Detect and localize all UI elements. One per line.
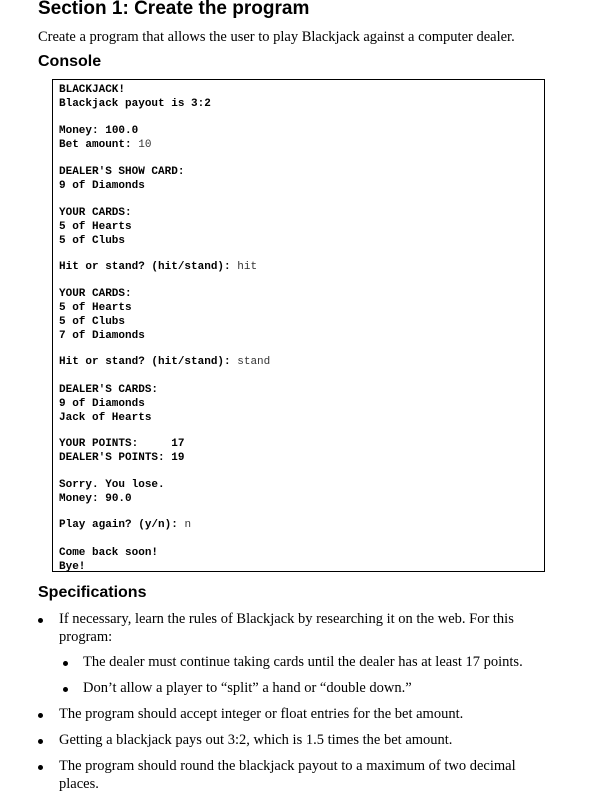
bullet-icon — [38, 765, 43, 770]
bet-input-value: 10 — [138, 139, 152, 151]
your-cards-label: YOUR CARDS: — [59, 207, 132, 219]
result-line: Sorry. You lose. — [59, 479, 165, 491]
specifications-heading: Specifications — [38, 584, 147, 601]
dealer-card-line: 9 of Diamonds — [59, 398, 145, 410]
show-card: 9 of Diamonds — [59, 180, 145, 192]
spec-subitem: The dealer must continue taking cards until the dealer has at least 17 points. — [83, 654, 523, 670]
card-line: 7 of Diamonds — [59, 330, 145, 342]
hit-input-value: hit — [237, 261, 258, 273]
card-line: 5 of Hearts — [59, 221, 132, 233]
dealer-card-line: Jack of Hearts — [59, 412, 152, 424]
spec-item-continued: places. — [59, 776, 99, 792]
dealer-points-line: DEALER'S POINTS: 19 — [59, 452, 185, 464]
hit-prompt-line: Hit or stand? (hit/stand): stand — [59, 356, 271, 368]
intro-text: Create a program that allows the user to play Blackjack against a computer dealer. — [38, 29, 515, 45]
section-title: Section 1: Create the program — [38, 0, 310, 19]
play-again-input-value: n — [184, 519, 192, 531]
spec-subitem: Don’t allow a player to “split” a hand or “double down.” — [83, 680, 412, 696]
your-points-line: YOUR POINTS: 17 — [59, 438, 185, 450]
bet-line: Bet amount: 10 — [59, 139, 152, 151]
your-cards-label: YOUR CARDS: — [59, 288, 132, 300]
bullet-icon — [38, 618, 43, 623]
stand-input-value: stand — [237, 356, 271, 368]
bye-line: Come back soon! — [59, 547, 159, 559]
play-again-line: Play again? (y/n): n — [59, 519, 192, 531]
spec-item: Getting a blackjack pays out 3:2, which is 1.5 times the bet amount. — [59, 732, 453, 748]
bullet-icon — [63, 687, 68, 692]
spec-item-continued: program: — [59, 629, 113, 645]
spec-item: If necessary, learn the rules of Blackjack by researching it on the web. For this — [59, 611, 514, 627]
show-card-label: DEALER'S SHOW CARD: — [59, 166, 185, 178]
money-line: Money: 90.0 — [59, 493, 132, 505]
card-line: 5 of Hearts — [59, 302, 132, 314]
bullet-icon — [63, 661, 68, 666]
dealer-cards-label: DEALER'S CARDS: — [59, 384, 159, 396]
card-line: 5 of Clubs — [59, 235, 126, 247]
console-line: BLACKJACK! — [59, 84, 126, 96]
bullet-icon — [38, 713, 43, 718]
console-heading: Console — [38, 53, 102, 70]
card-line: 5 of Clubs — [59, 316, 126, 328]
bye-line: Bye! — [59, 561, 86, 573]
spec-item: The program should round the blackjack payout to a maximum of two decimal — [59, 758, 516, 774]
bullet-icon — [38, 739, 43, 744]
console-line: Blackjack payout is 3:2 — [59, 98, 211, 110]
spec-item: The program should accept integer or float entries for the bet amount. — [59, 706, 464, 722]
money-line: Money: 100.0 — [59, 125, 139, 137]
hit-prompt-line: Hit or stand? (hit/stand): hit — [59, 261, 258, 273]
